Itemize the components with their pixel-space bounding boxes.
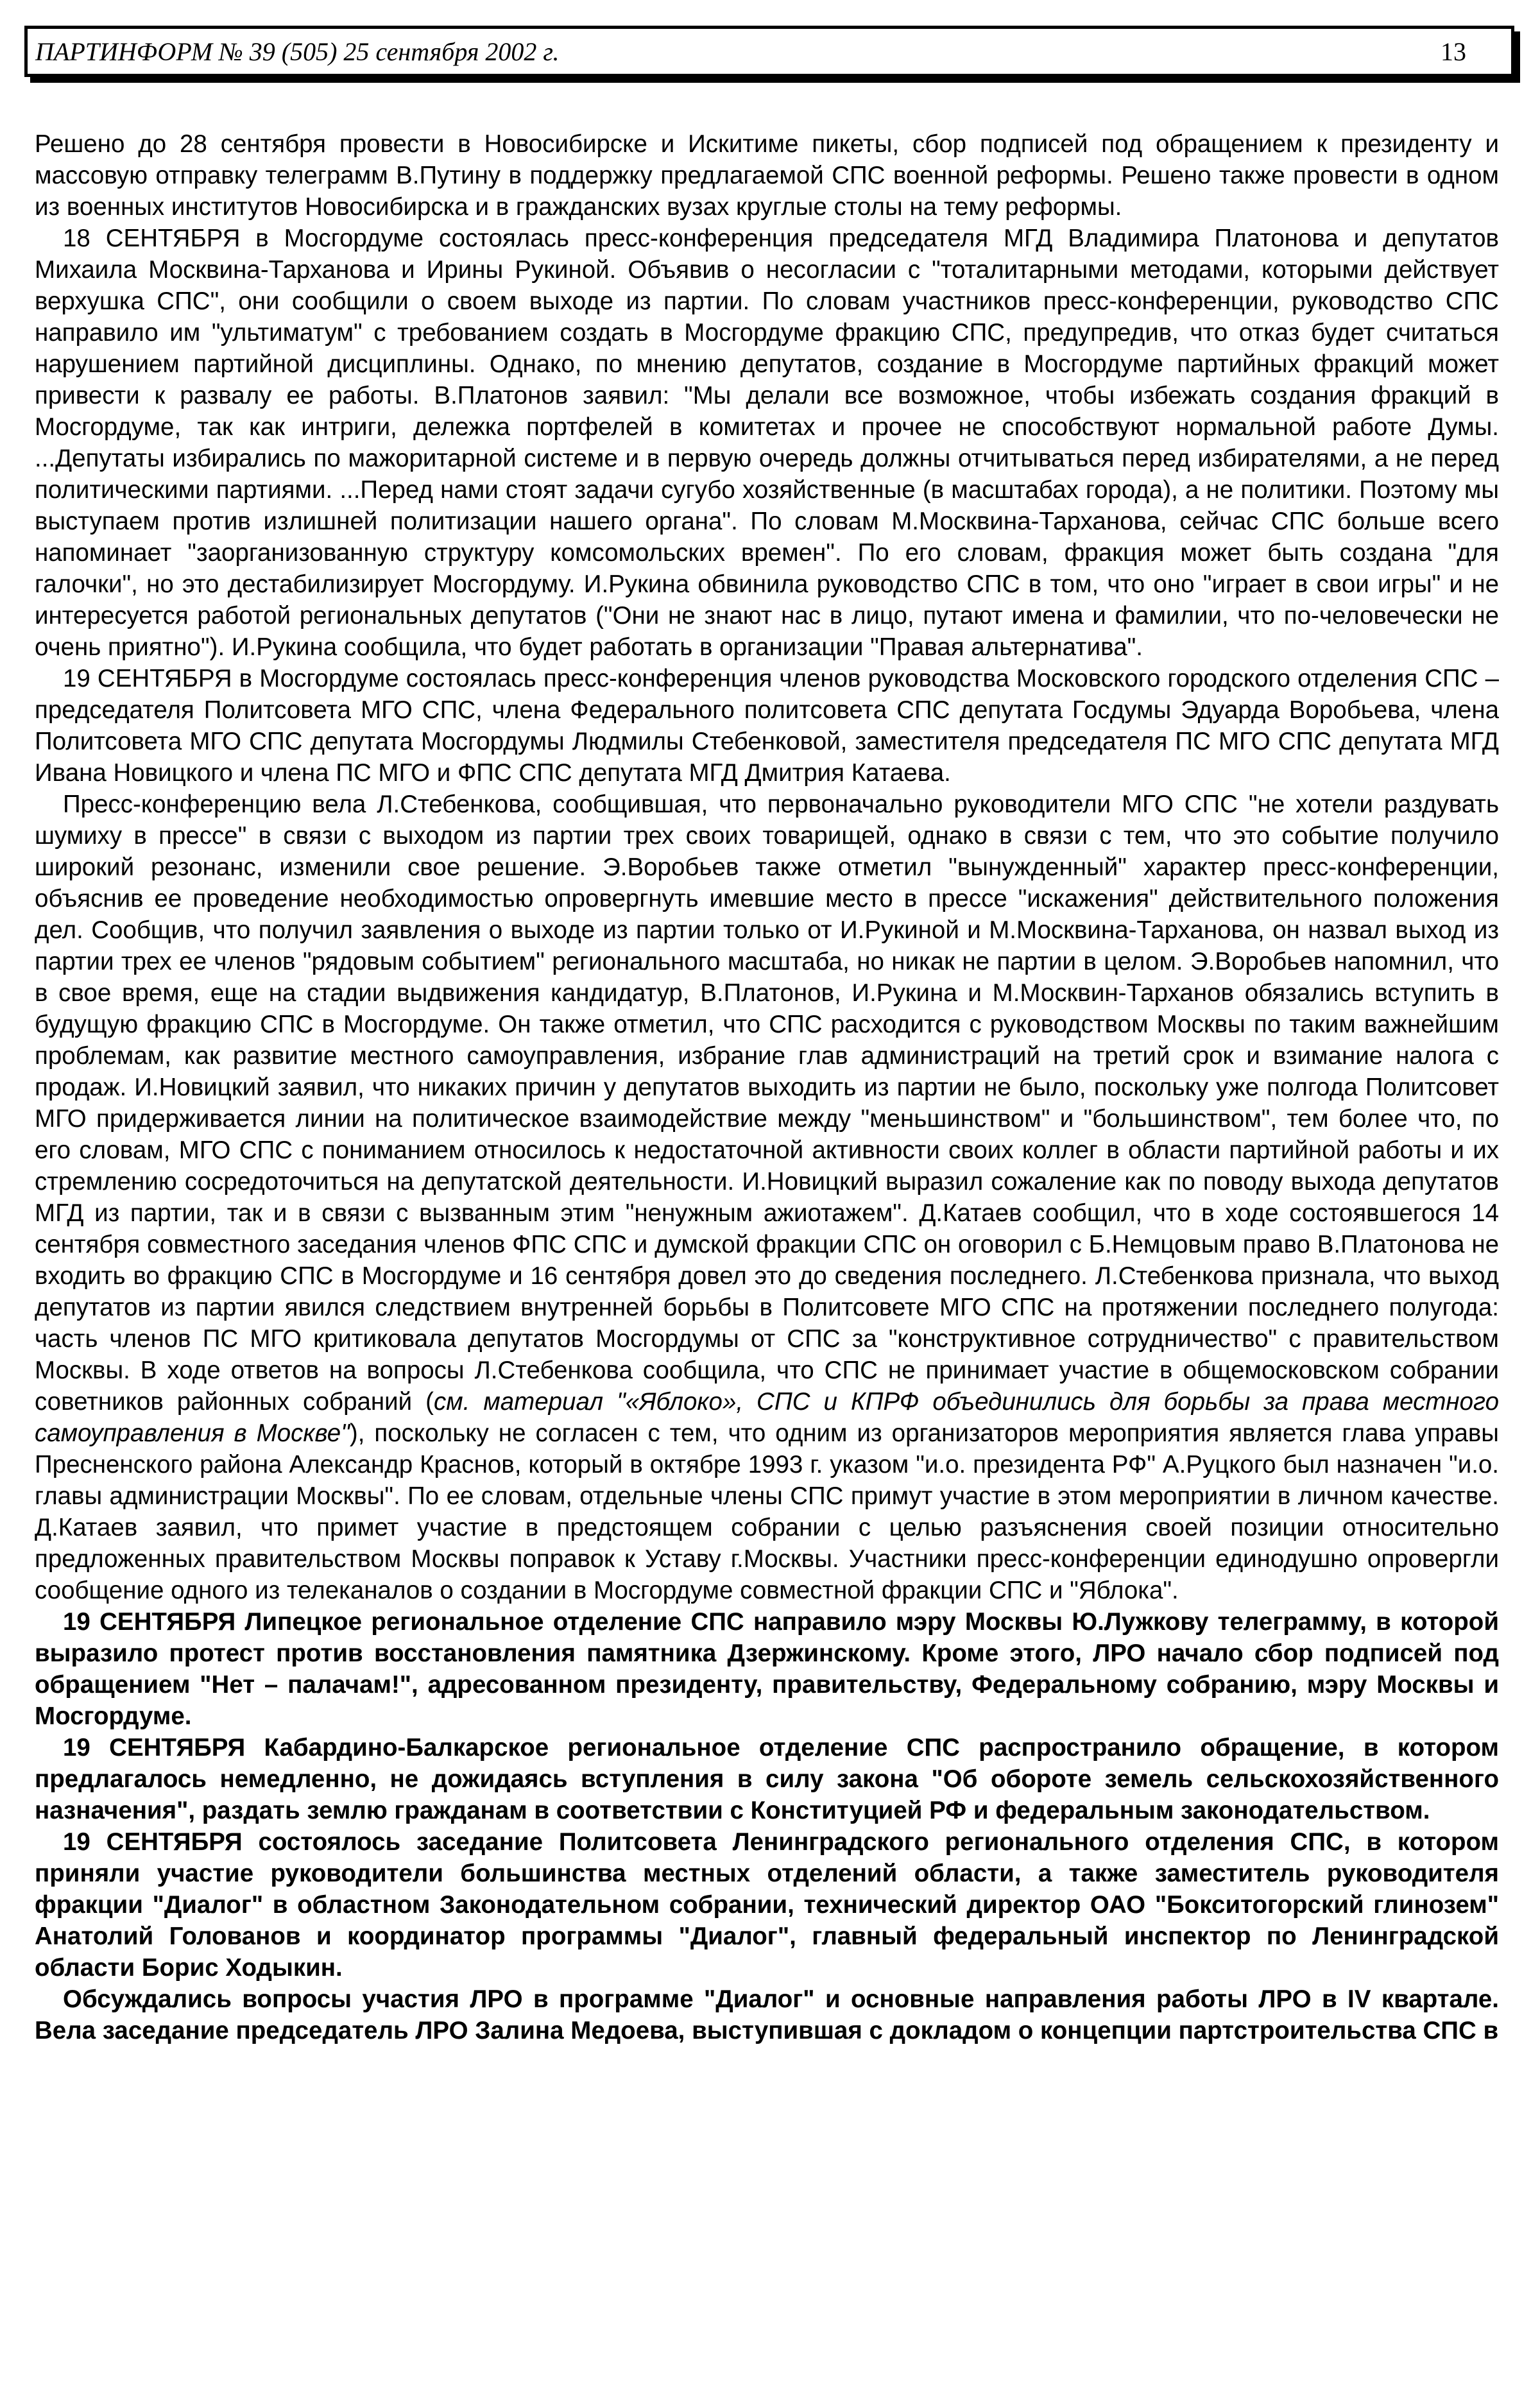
page-number: 13: [1441, 37, 1466, 66]
text-segment: ), поскольку не согласен с тем, что одним из организаторов мероприятия является глава управы Пресненского района Александр Краснов, который в октябре 1993 г. указом "и.о. президента РФ" А.Руцкого был назначен "и.о. главы администрации Москвы". По ее словам, отдельные члены СПС примут участие в этом мероприятии в личном качестве. Д.Катаев заявил, что примет участие в предстоящем собрании с целью разъяснения своей позиции относительно предложенных правительством Москвы поправок к Уставу г.Москвы. Участники пресс-конференции единодушно опровергли сообщение одного из телеканалов о создании в Мосгордуме совместной фракции СПС и "Яблока".: [35, 1419, 1499, 1604]
article-body: [35, 128, 1499, 2046]
paragraph-bold: 19 СЕНТЯБРЯ Липецкое региональное отделение СПС направило мэру Москвы Ю.Лужкову телеграмму, в которой выразило протест против восстановления памятника Дзержинскому. Кроме этого, ЛРО начало сбор подписей под обращением "Нет – палачам!", адресованном президенту, правительству, Федеральному собранию, мэру Москвы и Мосгордуме.: [35, 1608, 1499, 1730]
paragraph: 19 СЕНТЯБРЯ в Мосгордуме состоялась пресс-конференция членов руководства Московского городского отделения СПС – председателя Политсовета МГО СПС, члена Федерального политсовета СПС депутата Госдумы Эдуарда Воробьева, члена Политсовета МГО СПС депутата Мосгордумы Людмилы Стебенковой, заместителя председателя ПС МГО СПС депутата МГД Ивана Новицкого и члена ПС МГО и ФПС СПС депутата МГД Дмитрия Катаева.: [35, 665, 1499, 787]
paragraph: Решено до 28 сентября провести в Новосибирске и Искитиме пикеты, сбор подписей под обращением к президенту и массовую отправку телеграмм В.Путину в поддержку предлагаемой СПС военной реформы. Решено также провести в одном из военных институтов Новосибирска и в гражданских вузах круглые столы на тему реформы.: [35, 130, 1499, 221]
page-header: [24, 26, 1514, 77]
paragraph: 18 СЕНТЯБРЯ в Мосгордуме состоялась пресс-конференция председателя МГД Владимира Платонова и депутатов Михаила Москвина-Тарханова и Ирины Рукиной. Объявив о несогласии с "тоталитарными методами, которыми действует верхушка СПС", они сообщили о своем выходе из партии. По словам участников пресс-конференции, руководство СПС направило им "ультиматум" с требованием создать в Мосгордуме фракцию СПС, предупредив, что отказ будет считаться нарушением партийной дисциплины. Однако, по мнению депутатов, создание в Мосгордуме партийных фракций может привести к развалу ее работы. В.Платонов заявил: "Мы делали все возможное, чтобы избежать создания фракций в Мосгордуме, так как интриги, дележка портфелей в комитетах и прочее не способствуют нормальной работе Думы. ...Депутаты избирались по мажоритарной системе и в первую очередь должны отчитываться перед избирателями, а не перед политическими партиями. ...Перед нами стоят задачи сугубо хозяйственные (в масштабах города), а не политики. Поэтому мы выступаем против излишней политизации нашего органа". По словам М.Москвина-Тарханова, сейчас СПС больше всего напоминает "заорганизованную структуру комсомольских времен". По его словам, фракция может быть создана "для галочки", но это дестабилизирует Мосгордуму. И.Рукина обвинила руководство СПС в том, что оно "играет в свои игры" и не интересуется работой региональных депутатов ("Они не знают нас в лицо, путают имена и фамилии, что по-человечески не очень приятно"). И.Рукина сообщила, что будет работать в организации "Правая альтернатива".: [35, 225, 1499, 661]
paragraph-bold: 19 СЕНТЯБРЯ состоялось заседание Политсовета Ленинградского регионального отделения СПС, в котором приняли участие руководители большинства местных отделений области, а также заместитель руководителя фракции "Диалог" в областном Законодательном собрании, технический директор ОАО "Бокситогорский глинозем" Анатолий Голованов и координатор программы "Диалог", главный федеральный инспектор по Ленинградской области Борис Ходыкин.: [35, 1828, 1499, 1982]
paragraph-bold: Обсуждались вопросы участия ЛРО в программе "Диалог" и основные направления работы ЛРО в IV квартале. Вела заседание председатель ЛРО Залина Медоева, выступившая с докладом о концепции партстроительства СПС в: [35, 1985, 1499, 2044]
publication-title: ПАРТИНФОРМ № 39 (505) 25 сентября 2002 г.: [35, 37, 560, 66]
text-segment: Пресс-конференцию вела Л.Стебенкова, сообщившая, что первоначально руководители МГО СПС "не хотели раздувать шумиху в прессе" в связи с выходом из партии трех своих товарищей, однако в связи с тем, что это событие получило широкий резонанс, изменили свое решение. Э.Воробьев также отметил "вынужденный" характер пресс-конференции, объяснив ее проведение необходимостью опровергнуть имевшие место в прессе "искажения" действительного положения дел. Сообщив, что получил заявления о выходе из партии только от И.Рукиной и М.Москвина-Тарханова, он назвал выход из партии трех ее членов "рядовым событием" регионального масштаба, но никак не партии в целом. Э.Воробьев напомнил, что в свое время, еще на стадии выдвижения кандидатур, В.Платонов, И.Рукина и М.Москвин-Тарханов обязались вступить в будущую фракцию СПС в Мосгордуме. Он также отметил, что СПС расходится с руководством Москвы по таким важнейшим проблемам, как развитие местного самоуправления, избрание глав администраций на третий срок и взимание налога с продаж. И.Новицкий заявил, что никаких причин у депутатов выходить из партии не было, поскольку уже полгода Политсовет МГО придерживается линии на политическое взаимодействие между "меньшинством" и "большинством", тем более что, по его словам, МГО СПС с пониманием относилось к недостаточной активности своих коллег в области партийной работы и их стремлению сосредоточиться на депутатской деятельности. И.Новицкий выразил сожаление как по поводу выхода депутатов МГД из партии, так и в связи с вызванным этим "ненужным ажиотажем". Д.Катаев сообщил, что в ходе состоявшегося 14 сентября совместного заседания членов ФПС СПС и думской фракции СПС он оговорил с Б.Немцовым право В.Платонова не входить во фракцию СПС в Мосгордуме и 16 сентября довел это до сведения последнего. Л.Стебенкова признала, что выход депутатов из партии явился следствием внутренней борьбы в Политсовете МГО СПС на протяжении последнего полугода: часть членов ПС МГО критиковала депутатов Мосгордумы от СПС за "конструктивное сотрудничество" с правительством Москвы. В ходе ответов на вопросы Л.Стебенкова сообщила, что СПС не принимает участие в общемосковском собрании советников районных собраний (: [35, 791, 1499, 1416]
material-reference: см. материал "«Яблоко», СПС и КПРФ объединились для борьбы за права местного самоуправления в Москве": [35, 1388, 1499, 1447]
paragraph-bold: 19 СЕНТЯБРЯ Кабардино-Балкарское региональное отделение СПС распространило обращение, в котором предлагалось немедленно, не дожидаясь вступления в силу закона "Об обороте земель сельскохозяйственного назначения", раздать землю гражданам в соответствии с Конституцией РФ и федеральным законодательством.: [35, 1734, 1499, 1824]
paragraph-press-conference: [35, 789, 1499, 1606]
